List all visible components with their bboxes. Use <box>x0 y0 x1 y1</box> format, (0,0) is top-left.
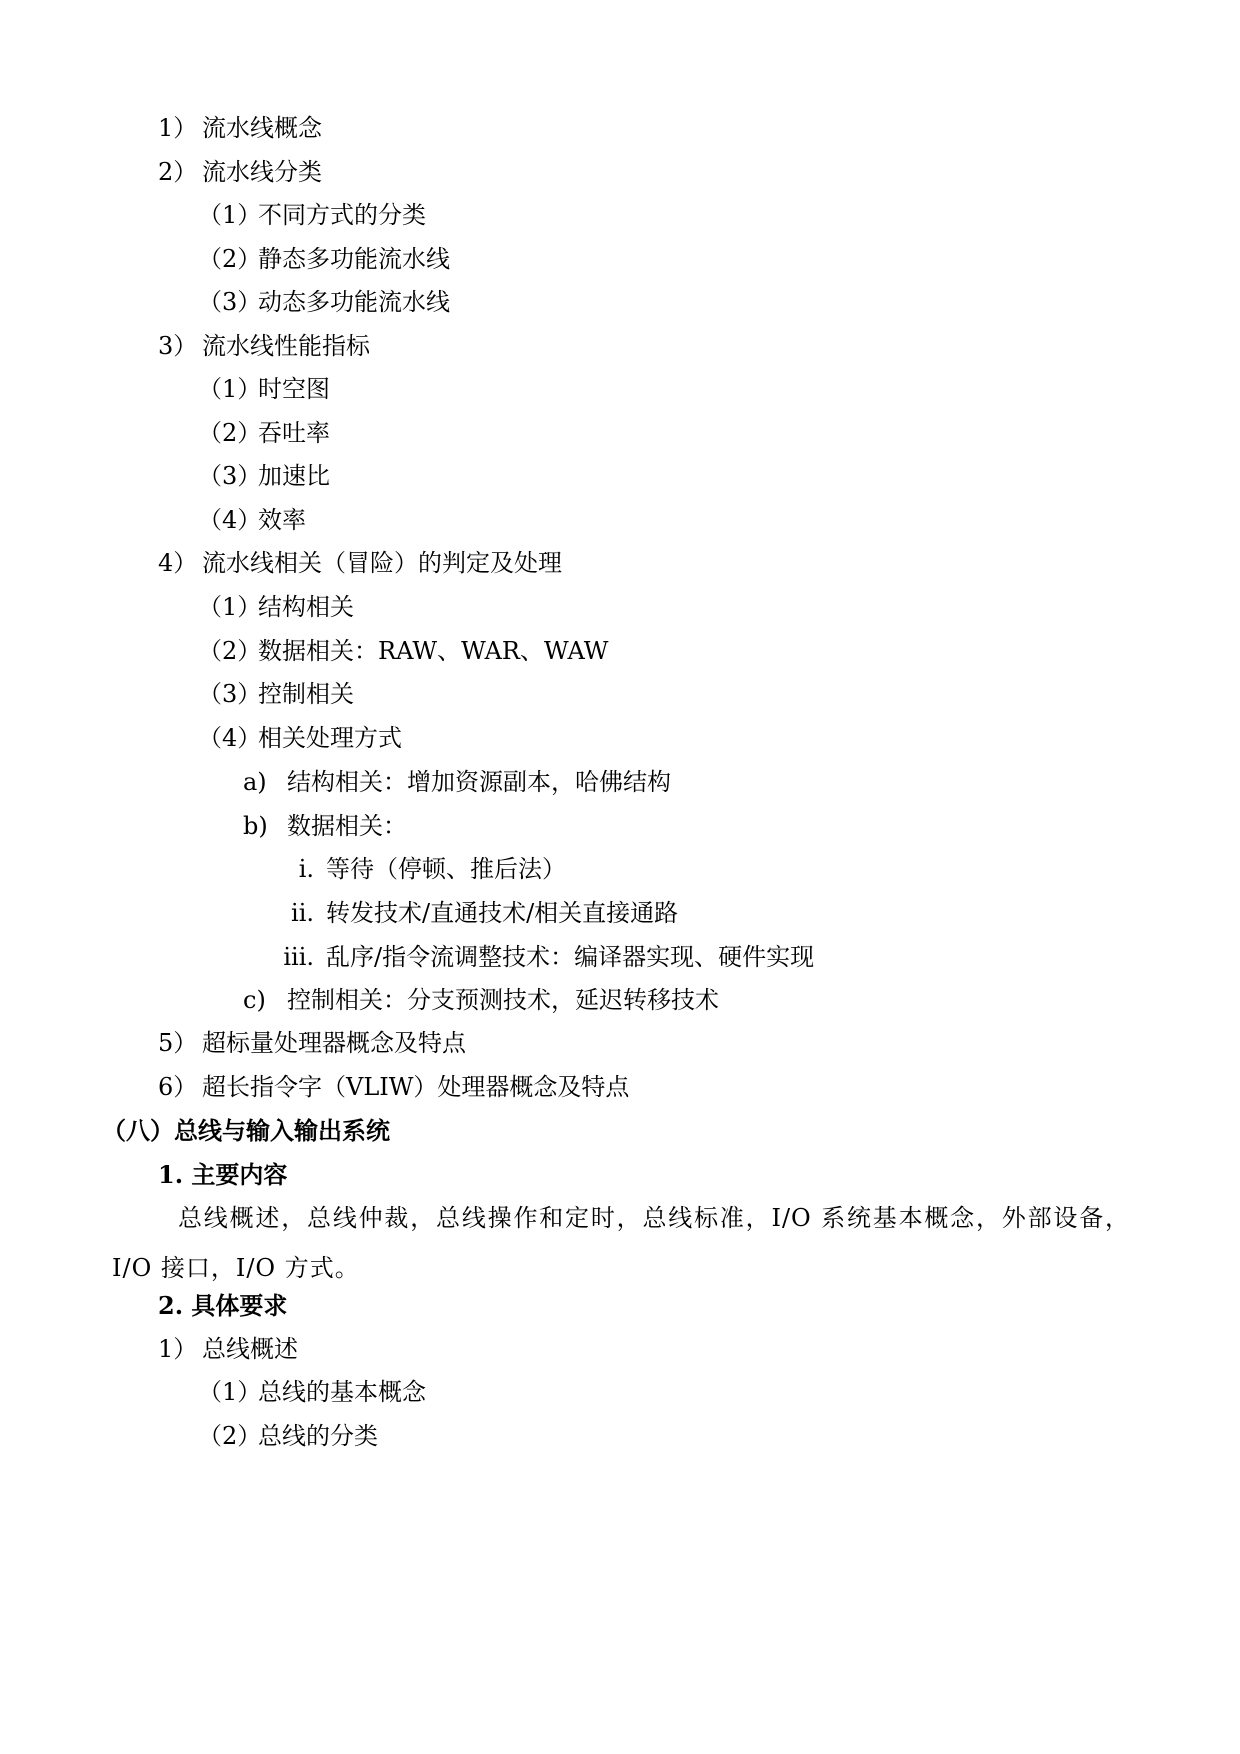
item-text: 流水线分类 <box>202 158 322 186</box>
list-item <box>198 1420 378 1452</box>
item-text: 时空图 <box>258 375 330 403</box>
list-item <box>264 897 678 929</box>
list-item <box>158 1071 629 1103</box>
item-number: （1） <box>198 1378 262 1406</box>
item-number: a) <box>243 768 267 796</box>
list-item <box>198 591 354 623</box>
list-item <box>198 1376 426 1408</box>
item-number: 4） <box>158 549 198 577</box>
item-text: 吞吐率 <box>258 419 330 447</box>
item-number: （3） <box>198 462 262 490</box>
item-text: 控制相关 <box>258 680 354 708</box>
item-text: 总线概述 <box>202 1335 298 1363</box>
item-text: 数据相关： <box>287 812 407 840</box>
item-text: 流水线相关（冒险）的判定及处理 <box>202 549 562 577</box>
item-number: （1） <box>198 201 262 229</box>
item-number: 5） <box>158 1029 198 1057</box>
item-text: 超标量处理器概念及特点 <box>202 1029 466 1057</box>
item-text: 效率 <box>258 506 306 534</box>
subsection-title-requirements: 2. 具体要求 <box>158 1291 288 1320</box>
item-number: （1） <box>198 593 262 621</box>
item-number: i. <box>298 855 314 883</box>
item-number: b) <box>243 812 268 840</box>
item-text: 流水线概念 <box>202 114 322 142</box>
item-text: 等待（停顿、推后法） <box>326 855 566 883</box>
item-number: （2） <box>198 245 262 273</box>
item-number: （4） <box>198 506 262 534</box>
item-number: 6） <box>158 1073 198 1101</box>
list-item <box>198 373 330 405</box>
list-item <box>158 1333 298 1365</box>
list-item <box>158 547 562 579</box>
section-title: （八）总线与输入输出系统 <box>102 1116 390 1145</box>
list-item <box>158 1027 466 1059</box>
item-text: 总线的分类 <box>258 1422 378 1450</box>
item-text: 动态多功能流水线 <box>258 288 450 316</box>
list-item <box>198 678 354 710</box>
item-text: 转发技术/直通技术/相关直接通路 <box>326 899 679 927</box>
list-item <box>264 853 566 885</box>
list-item <box>243 984 719 1016</box>
item-number: （2） <box>198 637 262 665</box>
item-number: 2） <box>158 158 198 186</box>
list-item <box>198 243 450 275</box>
item-text: 结构相关 <box>258 593 354 621</box>
item-number: （3） <box>198 680 262 708</box>
list-item <box>158 156 322 188</box>
item-text: 乱序/指令流调整技术：编译器实现、硬件实现 <box>326 943 815 971</box>
list-item <box>198 199 426 231</box>
item-text: 相关处理方式 <box>258 724 402 752</box>
item-number: c) <box>243 986 266 1014</box>
content-paragraph: 总线概述，总线仲裁，总线操作和定时，总线标准，I/O 系统基本概念，外部设备，I/O 接口，I/O 方式。 <box>112 1204 1130 1282</box>
item-number: （2） <box>198 419 262 447</box>
list-item <box>198 286 450 318</box>
item-text: 数据相关：RAW、WAR、WAW <box>258 637 609 665</box>
item-number: iii. <box>283 943 314 971</box>
item-number: 3） <box>158 332 198 360</box>
list-item <box>158 330 370 362</box>
item-number: （2） <box>198 1422 262 1450</box>
item-text: 流水线性能指标 <box>202 332 370 360</box>
item-text: 不同方式的分类 <box>258 201 426 229</box>
list-item <box>198 417 330 449</box>
list-item <box>264 941 814 973</box>
item-number: 1） <box>158 114 198 142</box>
subsection-title-main-content: 1. 主要内容 <box>158 1160 288 1189</box>
list-item <box>198 635 608 667</box>
item-number: 1） <box>158 1335 198 1363</box>
list-item <box>198 460 330 492</box>
item-text: 控制相关：分支预测技术，延迟转移技术 <box>287 986 719 1014</box>
list-item <box>158 112 322 144</box>
item-number: ii. <box>291 899 314 927</box>
item-number: （1） <box>198 375 262 403</box>
list-item <box>243 810 407 842</box>
item-number: （4） <box>198 724 262 752</box>
item-number: （3） <box>198 288 262 316</box>
item-text: 静态多功能流水线 <box>258 245 450 273</box>
list-item <box>198 504 306 536</box>
item-text: 结构相关：增加资源副本，哈佛结构 <box>287 768 671 796</box>
item-text: 总线的基本概念 <box>258 1378 426 1406</box>
item-text: 超长指令字（VLIW）处理器概念及特点 <box>202 1073 630 1101</box>
list-item <box>243 766 671 798</box>
list-item <box>198 722 402 754</box>
item-text: 加速比 <box>258 462 330 490</box>
